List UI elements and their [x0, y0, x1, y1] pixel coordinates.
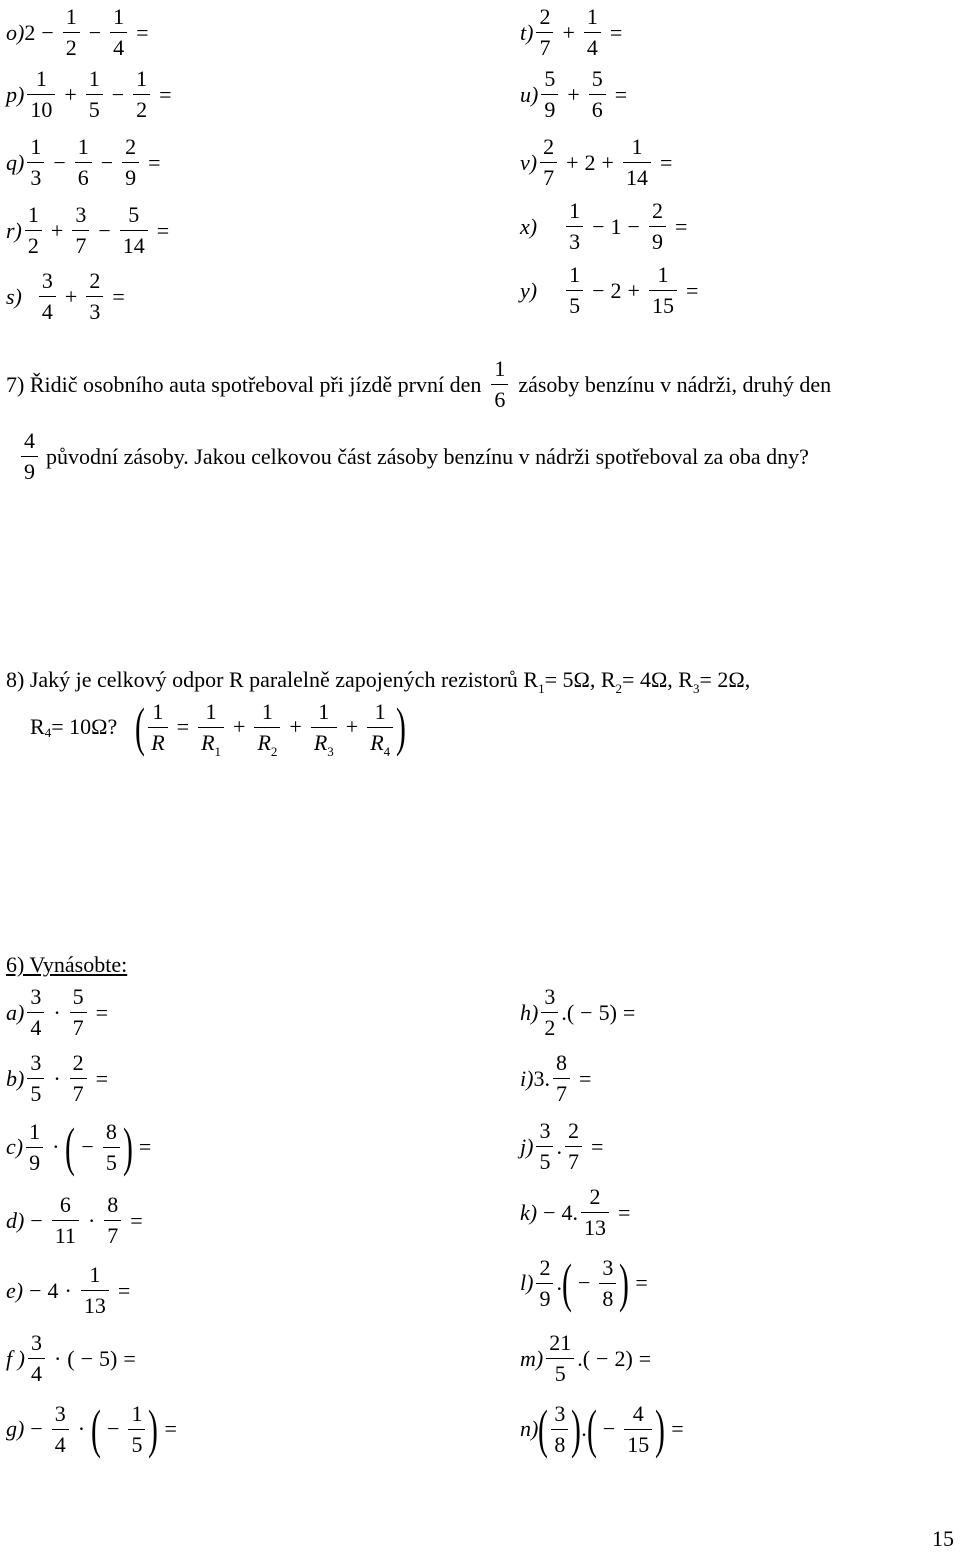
exercise-s: s) $\frac{3}{4}$ + $\frac{2}{3}$ =	[6, 268, 125, 324]
mult-g: g) − $\frac{3}{4}$ · ( − $\frac{1}{5}$ ) =	[6, 1399, 177, 1459]
exercise-o: o) 2 − $\frac{1}{2}$ − $\frac{1}{4}$ =	[6, 4, 149, 60]
fraction: $\frac{1}{4}$	[110, 6, 127, 59]
mult-a: a) $\frac{3}{4}$ · $\frac{5}{7}$ =	[6, 984, 109, 1040]
mult-n: n) ( $\frac{3}{8}$ ) . ( − $\frac{4}{15}$ ) =	[520, 1399, 684, 1459]
fraction: $\frac{1}{10}$	[27, 68, 55, 121]
fraction: $\frac{1}{3}$	[27, 136, 44, 189]
fraction: $\frac{2}{13}$	[581, 1186, 609, 1239]
fraction: $\frac{1}{13}$	[81, 1264, 109, 1317]
fraction: $\frac{1}{R_4}$	[367, 701, 393, 754]
problem7-line1: 7) Řidič osobního auta spotřeboval při jízdě první den $\frac{1}{6}$ zásoby benzínu v nádrži, druhý den	[6, 356, 832, 412]
mult-f: f ) $\frac{3}{4}$ · ( − 5 ) =	[6, 1330, 136, 1386]
fraction: $\frac{8}{7}$	[553, 1052, 570, 1105]
page-number: 15	[932, 1526, 954, 1551]
mult-h: h) $\frac{3}{2}$ . ( − 5 ) =	[520, 984, 636, 1040]
fraction: $\frac{1}{R_2}$	[254, 701, 280, 754]
fraction: $\frac{2}{3}$	[86, 270, 103, 323]
fraction: $\frac{3}{2}$	[541, 986, 558, 1039]
fraction: $\frac{2}{7}$	[70, 1052, 87, 1105]
mult-m: m) $\frac{21}{5}$ . ( − 2 ) =	[520, 1330, 652, 1386]
fraction: $\frac{5}{6}$	[589, 68, 606, 121]
fraction: $\frac{3}{4}$	[28, 1332, 45, 1385]
exercise-r: r) $\frac{1}{2}$ + $\frac{3}{7}$ − $\frac{5}{14}$ =	[6, 202, 170, 258]
fraction: $\frac{1}{R_1}$	[198, 701, 224, 754]
problem6-title: 6) Vynásobte:	[6, 952, 128, 977]
problem8-line1: 8) Jaký je celkový odpor R paralelně zapojených rezistorů $R_1= 5\Omega$, $R_2= 4\Omega$, $R_3= 2\Omega$,	[6, 667, 751, 696]
fraction: $\frac{6}{11}$	[52, 1194, 79, 1247]
mult-b: b) $\frac{3}{5}$ · $\frac{2}{7}$ =	[6, 1050, 109, 1106]
fraction: $\frac{1}{R_3}$	[311, 701, 337, 754]
fraction: $\frac{1}{R}$	[148, 701, 167, 754]
fraction: $\frac{1}{3}$	[566, 200, 583, 253]
fraction: $\frac{2}{9}$	[122, 136, 139, 189]
mult-e: e) − 4 · $\frac{1}{13}$ =	[6, 1262, 131, 1318]
fraction: $\frac{1}{5}$	[128, 1403, 145, 1456]
fraction: $\frac{3}{4}$	[27, 986, 44, 1039]
exercise-p: p) $\frac{1}{10}$ + $\frac{1}{5}$ − $\frac{1}{2}$ =	[6, 66, 172, 122]
exercise-q: q) $\frac{1}{3}$ − $\frac{1}{6}$ − $\frac{2}{9}$ =	[6, 134, 161, 190]
mult-l: l) $\frac{2}{9}$ . ( − $\frac{3}{8}$ ) =	[520, 1253, 648, 1313]
fraction: $\frac{1}{6}$	[491, 358, 508, 411]
fraction: $\frac{2}{9}$	[536, 1257, 553, 1310]
fraction: $\frac{5}{7}$	[70, 986, 87, 1039]
mult-k: k) − 4 . $\frac{2}{13}$ =	[520, 1184, 631, 1240]
exercise-y: y) $\frac{1}{5}$ − 2 + $\frac{1}{15}$ =	[520, 262, 699, 318]
fraction: $\frac{4}{15}$	[624, 1403, 652, 1456]
mult-d: d) − $\frac{6}{11}$ · $\frac{8}{7}$ =	[6, 1192, 143, 1248]
fraction: $\frac{1}{6}$	[75, 136, 92, 189]
fraction: $\frac{2}{7}$	[565, 1120, 582, 1173]
fraction: $\frac{1}{5}$	[566, 264, 583, 317]
fraction: $\frac{8}{7}$	[104, 1194, 121, 1247]
fraction: $\frac{1}{15}$	[649, 264, 677, 317]
fraction: $\frac{1}{5}$	[86, 68, 103, 121]
exercise-v: v) $\frac{2}{7}$ + 2 + $\frac{1}{14}$ =	[520, 134, 673, 190]
fraction: $\frac{3}{7}$	[72, 204, 89, 257]
exercise-t: t) $\frac{2}{7}$ + $\frac{1}{4}$ =	[520, 4, 623, 60]
fraction: $\frac{5}{14}$	[120, 204, 148, 257]
fraction: $\frac{4}{9}$	[21, 430, 38, 483]
fraction: $\frac{8}{5}$	[103, 1121, 120, 1174]
fraction: $\frac{3}{8}$	[551, 1403, 568, 1456]
mult-i: i) 3 . $\frac{8}{7}$ =	[520, 1050, 592, 1106]
fraction: $\frac{3}{5}$	[27, 1052, 44, 1105]
exercise-u: u) $\frac{5}{9}$ + $\frac{5}{6}$ =	[520, 66, 628, 122]
fraction: $\frac{2}{9}$	[649, 200, 666, 253]
fraction: $\frac{1}{4}$	[584, 6, 601, 59]
mult-c: c) $\frac{1}{9}$ · ( − $\frac{8}{5}$ ) =	[6, 1117, 152, 1177]
fraction: $\frac{3}{4}$	[39, 270, 56, 323]
fraction: $\frac{1}{2}$	[133, 68, 150, 121]
fraction: $\frac{5}{9}$	[541, 68, 558, 121]
problem8-line2: R 4 = 10Ω? ( $\frac{1}{R}$ = $\frac{1}{R_1}$ + $\frac{1}{R_2}$ + $\frac{1}{R_3}$ + $\frac{1}{R_4}$ )	[30, 697, 407, 759]
mult-j: j) $\frac{3}{5}$ . $\frac{2}{7}$ =	[520, 1118, 604, 1174]
problem7-line2: $\frac{4}{9}$ původní zásoby. Jakou celkovou část zásoby benzínu v nádrži spotřeboval za oba dny?	[18, 430, 809, 483]
fraction: $\frac{1}{14}$	[623, 136, 651, 189]
fraction: $\frac{1}{9}$	[26, 1121, 43, 1174]
fraction: $\frac{1}{2}$	[63, 6, 80, 59]
fraction: $\frac{3}{8}$	[599, 1257, 616, 1310]
fraction: $\frac{2}{7}$	[536, 6, 553, 59]
exercise-x: x) $\frac{1}{3}$ − 1 − $\frac{2}{9}$ =	[520, 198, 688, 254]
fraction: $\frac{3}{5}$	[536, 1120, 553, 1173]
fraction: $\frac{2}{7}$	[540, 136, 557, 189]
fraction: $\frac{1}{2}$	[25, 204, 42, 257]
fraction: $\frac{3}{4}$	[52, 1403, 69, 1456]
fraction: $\frac{21}{5}$	[546, 1332, 574, 1385]
